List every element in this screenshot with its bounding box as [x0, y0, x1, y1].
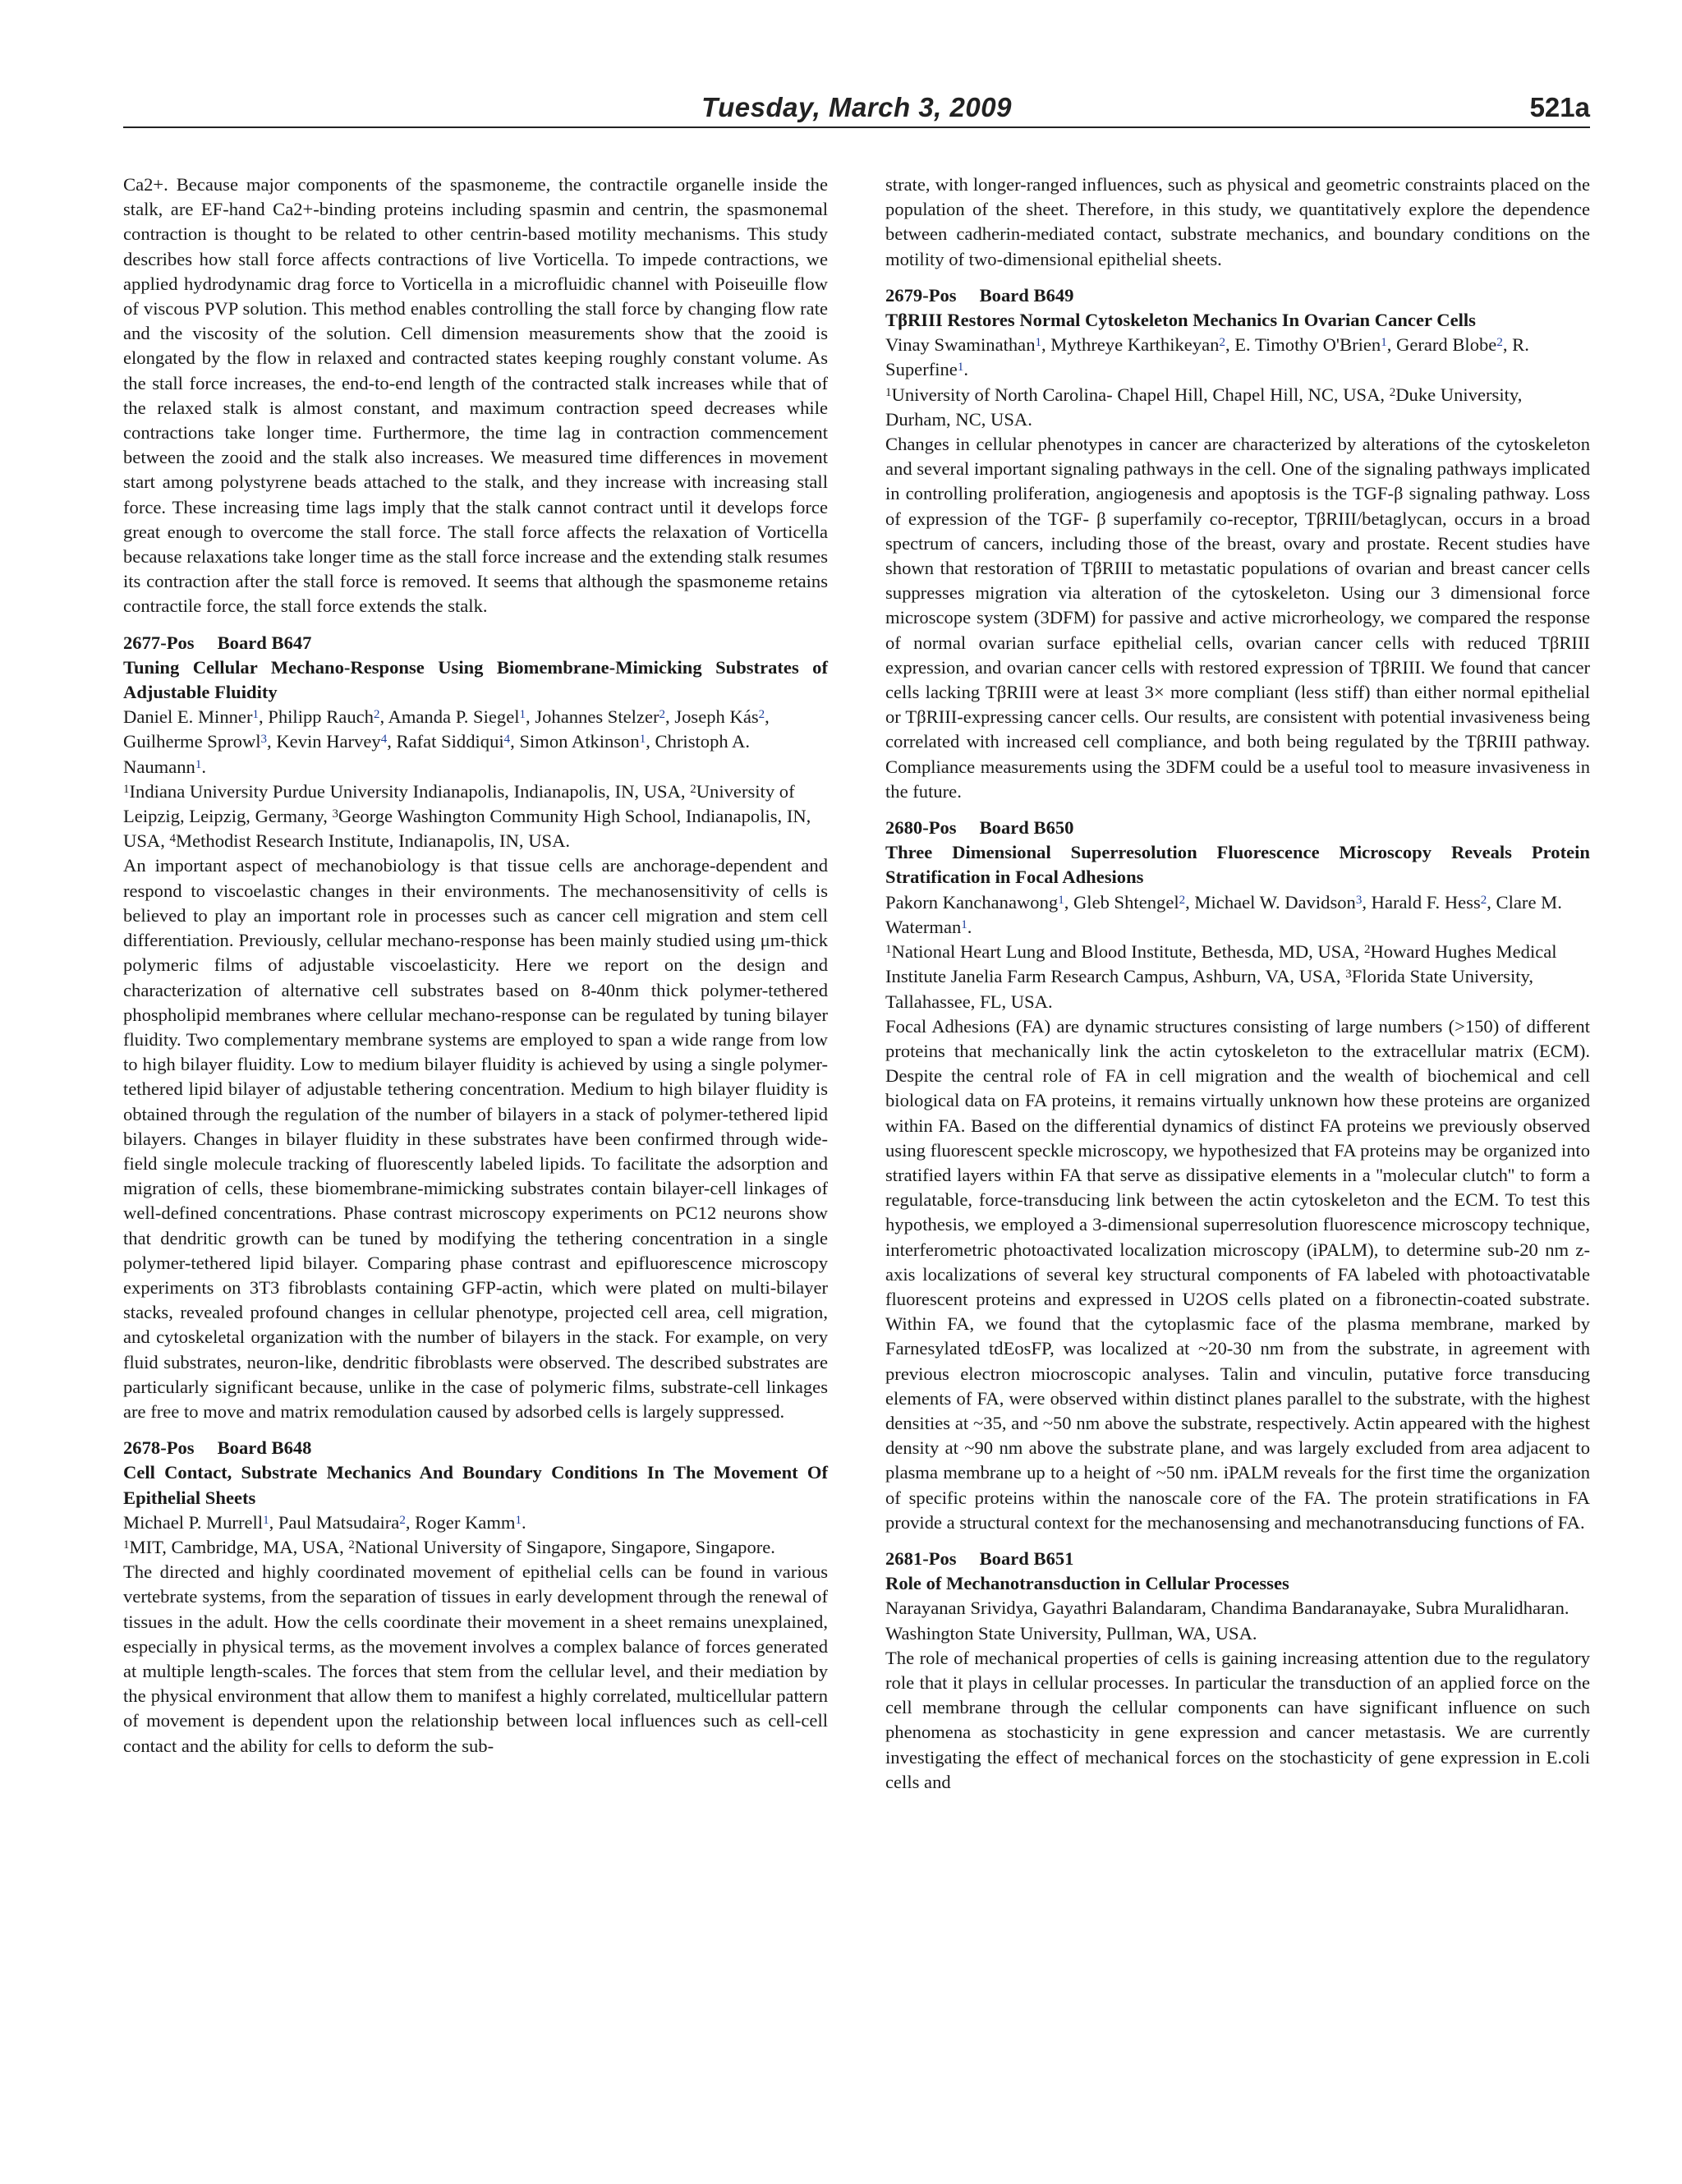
abstract-2678 [123, 1436, 828, 1759]
abstract-authors: Michael P. Murrell$^1$, Paul Matsudaira$^2$, Roger Kamm$^1$. [123, 1511, 526, 1533]
abstract-affiliations: $^1$National Heart Lung and Blood Institute, Bethesda, MD, USA, $^2$Howard Hughes Medical Institute Janelia Farm Research Campus, Ashburn, VA, USA, $^3$Florida State University, Tallahassee, FL, USA. [885, 941, 1557, 1012]
board-number: Board B648 [217, 1437, 312, 1459]
abstract-body: The directed and highly coordinated movement of epithelial cells can be found in various vertebrate systems, from the separation of tissues in early development through the renewal of tissues in the adult. How the cells coordinate their movement in a sheet remains unexplained, especially in physical terms, as the movement involves a complex balance of forces generated at multiple length-scales. The forces that stem from the cellular level, and their mediation by the physical environment that allow them to manifest a highly correlated, multicellular pattern of movement is dependent upon the relationship between local influences such as cell-cell contact and the ability for cells to deform the sub- [123, 1561, 828, 1756]
abstract-2680 [885, 816, 1590, 1535]
board-number: Board B651 [979, 1547, 1074, 1569]
abstract-body: An important aspect of mechanobiology is that tissue cells are anchorage-dependent and respond to viscoelastic changes in their environments. The mechanosensitivity of cells is believed to play an important role in processes such as cancer cell migration and stem cell differentiation. Previously, cellular mechano-response has been mainly studied using μm-thick polymeric films of adjustable viscoelasticity. Here we report on the design and characterization of alternative cell substrates based on 8-40nm thick polymer-tethered phospholipid membranes where cellular mechano-response can be regulated by tuning bilayer fluidity. Two complementary membrane systems are employed to span a wide range from low to high bilayer fluidity. Low to medium bilayer fluidity is achieved by using a single polymer-tethered lipid bilayer of adjustable tethering concentration. Medium to high bilayer fluidity is obtained through the regulation of the number of bilayers in a stack of polymer-tethered lipid bilayers. Changes in bilayer fluidity in these substrates have been confirmed through wide-field single molecule tracking of fluorescently labeled lipids. To facilitate the adsorption and migration of cells, these biomembrane-mimicking substrates contain bilayer-cell linkages of well-defined concentrations. Phase contrast microscopy experiments on PC12 neurons show that dendritic growth can be tuned by modifying the tethering concentration in a single polymer-tethered lipid bilayer. Comparing phase contrast and epifluorescence microscopy experiments on 3T3 fibroblasts containing GFP-actin, which were plated on multi-bilayer stacks, revealed profound changes in cellular phenotype, projected cell area, cell migration, and cytoskeletal organization with the number of bilayers in the stack. For example, on very fluid substrates, neuron-like, dendritic fibroblasts were observed. The described substrates are particularly significant because, unlike in the case of polymeric films, substrate-cell linkages are free to move and matrix remodulation caused by adsorbed cells is largely suppressed. [123, 855, 828, 1422]
abstract-header [123, 631, 828, 655]
left-column [123, 172, 828, 1759]
running-header [123, 89, 1590, 128]
continued-abstract-text: Ca2+. Because major components of the spasmoneme, the contractile organelle inside the stalk, are EF-hand Ca2+-binding proteins including spasmin and centrin, the spasmonemal contraction is thought to be related to other centrin-based motility mechanisms. This study describes how stall force affects contractions of live Vorticella. To impede contractions, we applied hydrodynamic drag force to Vorticella in a microfluidic channel with Poiseuille flow of viscous PVP solution. This method enables controlling the stall force by changing flow rate and the viscosity of the solution. Cell dimension measurements show that the zooid is elongated by the flow in relaxed and contracted states keeping roughly constant volume. As the stall force increases, the end-to-end length of the contracted stalk increases while that of the relaxed stalk is almost constant, and maximum contraction speed decreases while contractions take longer time. Furthermore, the time lag in contraction commencement between the zooid and the stalk also increases. We measured time differences in movement start among polystyrene beads attached to the stalk, and they increase with increasing stall force. These increasing time lags imply that the stalk cannot contract until it develops force great enough to overcome the stall force. The stall force affects the relaxation of Vorticella because relaxations take longer time as the stall force increase and the extending stalk resumes its contraction after the stall force is removed. It seems that although the spasmoneme retains contractile force, the stall force extends the stalk. [123, 174, 828, 617]
abstract-affiliations: Washington State University, Pullman, WA, USA. [885, 1622, 1257, 1644]
abstract-header [885, 1547, 1590, 1571]
abstract-header [885, 283, 1590, 308]
abstract-number: 2679-Pos [885, 284, 957, 306]
abstract-2679 [885, 283, 1590, 804]
board-number: Board B650 [979, 817, 1074, 839]
header-date: Tuesday, March 3, 2009 [701, 92, 1012, 122]
board-number: Board B647 [217, 632, 312, 653]
abstract-title: Role of Mechanotransduction in Cellular Processes [885, 1573, 1289, 1594]
abstract-number: 2681-Pos [885, 1547, 957, 1569]
abstract-2677 [123, 631, 828, 1425]
abstract-title: Three Dimensional Superresolution Fluorescence Microscopy Reveals Protein Stratification in Focal Adhesions [885, 842, 1590, 888]
abstract-number: 2678-Pos [123, 1437, 195, 1459]
continued-abstract-text: strate, with longer-ranged influences, such as physical and geometric constraints placed on the population of the sheet. Therefore, in this study, we quantitatively explore the dependence between cadherin-mediated contact, substrate mechanics, and boundary conditions on the motility of two-dimensional epithelial sheets. [885, 174, 1590, 269]
abstract-authors: Vinay Swaminathan$^1$, Mythreye Karthikeyan$^2$, E. Timothy O'Brien$^1$, Gerard Blobe$^2$, R. Superfine$^1$. [885, 334, 1529, 380]
abstract-header [123, 1436, 828, 1460]
abstract-header [885, 816, 1590, 840]
abstract-authors: Narayanan Srividya, Gayathri Balandaram, Chandima Bandaranayake, Subra Muralidharan. [885, 1598, 1569, 1619]
abstract-affiliations: $^1$MIT, Cambridge, MA, USA, $^2$National University of Singapore, Singapore, Singapore. [123, 1536, 775, 1557]
abstract-title: TβRIII Restores Normal Cytoskeleton Mechanics In Ovarian Cancer Cells [885, 310, 1476, 331]
page-number: 521a [1529, 92, 1590, 122]
abstract-body: Focal Adhesions (FA) are dynamic structures consisting of large numbers (>150) of different proteins that mechanically link the actin cytoskeleton to the extracellular matrix (ECM). Despite the central role of FA in cell migration and the wealth of biochemical and cell biological data on FA proteins, it remains virtually unknown how these proteins are organized within FA. Based on the differential dynamics of distinct FA proteins we previously observed using fluorescent speckle microscopy, we hypothesized that FA proteins may be organized into stratified layers within FA that serve as dissipative elements in a ''molecular clutch'' to form a regulatable, force-transducing link between the actin cytoskeleton and the ECM. To test this hypothesis, we employed a 3-dimensional superresolution fluorescence microscopy technique, interferometric photoactivated localization microscopy (iPALM), to determine sub-20 nm z-axis localizations of several key structural components of FA labeled with photoactivatable fluorescent proteins and expressed in U2OS cells plated on a fibronectin-coated substrate. Within FA, we found that the cytoplasmic face of the plasma membrane, marked by Farnesylated tdEosFP, was localized at ~20-30 nm from the substrate, in agreement with previous electron miocroscopic analyses. Talin and vinculin, putative force transducing elements of FA, were observed within distinct planes parallel to the substrate, with the highest densities at ~35, and ~50 nm above the substrate, respectively. Actin appeared with the highest density at ~90 nm above the substrate plane, and was largely excluded from area adjacent to plasma membrane up to a height of ~50 nm. iPALM reveals for the first time the organization of specific proteins within the nanoscale core of the FA. The protein stratifications in FA provide a structural context for the mechanosensing and mechanotransducing functions of FA. [885, 1015, 1590, 1533]
abstract-authors: Daniel E. Minner$^1$, Philipp Rauch$^2$, Amanda P. Siegel$^1$, Johannes Stelzer$^2$, Joseph Kás$^2$, Guilherme Sprowl$^3$, Kevin Harvey$^4$, Rafat Siddiqui$^4$, Simon Atkinson$^1$, Christoph A. Naumann$^1$. [123, 706, 770, 777]
abstract-number: 2680-Pos [885, 817, 957, 839]
board-number: Board B649 [979, 284, 1074, 306]
abstract-affiliations: $^1$Indiana University Purdue University Indianapolis, Indianapolis, IN, USA, $^2$University of Leipzig, Leipzig, Germany, $^3$George Washington Community High School, Indianapolis, IN, USA, $^4$Methodist Research Institute, Indianapolis, IN, USA. [123, 780, 811, 852]
abstract-affiliations: $^1$University of North Carolina- Chapel Hill, Chapel Hill, NC, USA, $^2$Duke University, Durham, NC, USA. [885, 384, 1523, 430]
abstract-body: Changes in cellular phenotypes in cancer are characterized by alterations of the cytoskeleton and several important signaling pathways in the cell. One of the signaling pathways implicated in controlling proliferation, angiogenesis and apoptosis is the TGF-β signaling pathway. Loss of expression of the TGF- β superfamily co-receptor, TβRIII/betaglycan, occurs in a broad spectrum of cancers, including those of the breast, ovary and prostate. Recent studies have shown that restoration of TβRIII to metastatic populations of ovarian and breast cancer cells suppresses migration via alteration of the cytoskeleton. Using our 3 dimensional force microscope system (3DFM) for passive and active microrheology, we compared the response of normal ovarian surface epithelial cells, ovarian cancer cells with reduced TβRIII expression, and ovarian cancer cells with restored expression of TβRIII. We found that cancer cells lacking TβRIII were at least 3× more compliant (less stiff) than either normal epithelial or TβRIII-expressing cancer cells. Our results, are consistent with potential invasiveness being correlated with increased cell compliance, and both being regulated by the TβRIII pathway. Compliance measurements using the 3DFM could be a useful tool to measure invasiveness in the future. [885, 434, 1590, 802]
abstract-title: Cell Contact, Substrate Mechanics And Boundary Conditions In The Movement Of Epithelial Sheets [123, 1462, 828, 1508]
abstract-authors: Pakorn Kanchanawong$^1$, Gleb Shtengel$^2$, Michael W. Davidson$^3$, Harald F. Hess$^2$, Clare M. Waterman$^1$. [885, 891, 1562, 937]
abstract-body: The role of mechanical properties of cells is gaining increasing attention due to the regulatory role that it plays in cellular processes. In particular the transduction of an applied force on the cell membrane through the cellular components can have significant influence on such phenomena as stochasticity in gene expression and cancer metastasis. We are currently investigating the effect of mechanical forces on the stochasticity of gene expression in E.coli cells and [885, 1647, 1590, 1792]
abstract-title: Tuning Cellular Mechano-Response Using Biomembrane-Mimicking Substrates of Adjustable Fluidity [123, 656, 828, 703]
abstract-number: 2677-Pos [123, 632, 195, 653]
right-column [885, 172, 1590, 1795]
abstract-2681 [885, 1547, 1590, 1795]
